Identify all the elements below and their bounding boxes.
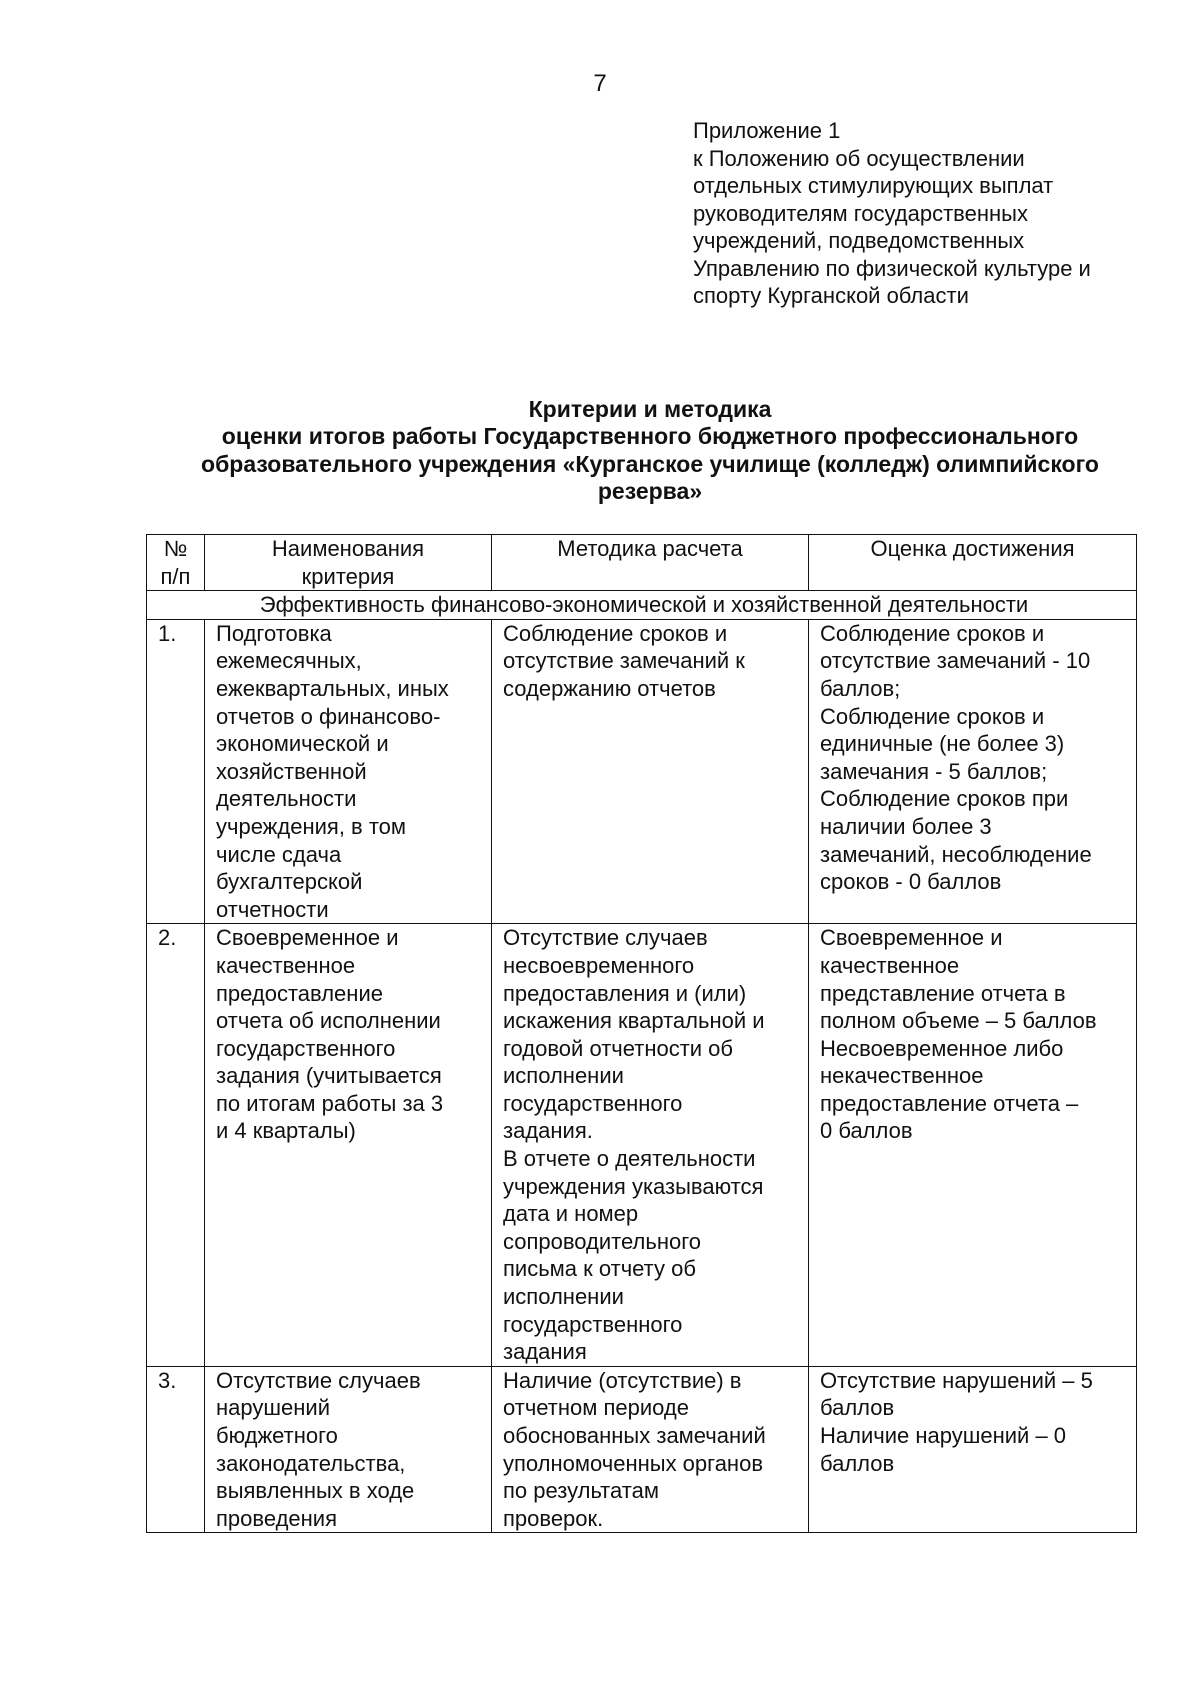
header-achievement-score [809,535,1137,591]
cell-text-line: Оценка достижения [870,536,1075,561]
cell-text-line: сопроводительного [503,1228,701,1254]
row-number: 2. [147,924,205,1367]
appendix-line: Приложение 1 [693,118,841,143]
cell-text-line: единичные (не более 3) [820,731,1065,757]
cell-text-line: нарушений [216,1395,330,1421]
cell-text-line: законодательства, [216,1450,406,1476]
cell-text-line: несвоевременного [503,952,695,978]
row-number: 1. [147,619,205,924]
cell-text-line: сроков - 0 баллов [820,869,1002,895]
appendix-reference [693,117,1173,310]
cell-text-line: ежемесячных, [216,648,362,674]
cell-text-line: Наличие (отсутствие) в [503,1367,742,1393]
cell-text-line: государственного [503,1311,683,1337]
cell-text-line: задания. [503,1118,593,1144]
appendix-line: спорту Курганской области [693,283,969,308]
cell-text-line: Наименования [271,536,425,561]
cell-text-line: бухгалтерской [216,869,363,895]
cell-text-line: Несвоевременное либо [820,1035,1064,1061]
cell-text-line: 0 баллов [820,1118,913,1144]
cell-text-line: Своевременное и [216,925,399,951]
cell-text-line: задания [503,1339,587,1365]
document-title [120,396,1180,505]
cell-text-line: деятельности [216,786,357,812]
cell-text-line: баллов; [820,675,901,701]
cell-text-line: наличии более 3 [820,813,992,839]
cell-text-line: Наличие нарушений – 0 [820,1423,1067,1448]
cell-text-line: Своевременное и [820,925,1003,951]
cell-text-line: качественное [216,952,356,978]
criterion-name [205,619,492,924]
cell-text-line: дата и номер [503,1201,639,1227]
cell-text-line: проверок. [503,1505,604,1531]
cell-text-line: выявленных в ходе [216,1478,415,1504]
cell-text-line: содержанию отчетов [503,675,716,701]
row-number: 3. [147,1366,205,1533]
cell-text-line: искажения квартальной и [503,1008,765,1034]
table-row [147,619,1137,924]
cell-text-line: Отсутствие случаев [216,1367,421,1393]
cell-text-line: экономической и [216,731,389,757]
cell-text-line: отсутствие замечаний - 10 [820,648,1091,674]
cell-text-line: обоснованных замечаний [503,1423,766,1448]
appendix-line: Управлению по физической культуре и [693,255,1091,281]
criterion-name [205,924,492,1367]
criterion-name [205,1366,492,1533]
cell-text-line: хозяйственной [216,758,367,784]
cell-text-line: исполнении [503,1063,624,1089]
cell-text-line: полном объеме – 5 баллов [820,1008,1097,1034]
cell-text-line: отсутствие замечаний к [503,648,745,674]
page-number: 7 [593,70,607,97]
cell-text-line: баллов [820,1395,895,1421]
appendix-line: отдельных стимулирующих выплат [693,173,1054,198]
cell-text-line: баллов [820,1450,895,1476]
cell-text-line: представление отчета в [820,980,1066,1006]
calculation-method [492,1366,809,1533]
cell-text-line: Методика расчета [557,536,743,561]
cell-text-line: п/п [160,563,191,589]
section-title: Эффективность финансово-экономической и хозяйственной деятельности [147,591,1137,620]
cell-text-line: Соблюдение сроков и [503,620,728,646]
cell-text-line: предоставления и (или) [503,980,747,1006]
achievement-score [809,924,1137,1367]
cell-text-line: по результатам [503,1478,659,1504]
cell-text-line: письма к отчету об [503,1256,696,1282]
cell-text-line: Отсутствие случаев [503,925,708,951]
cell-text-line: и 4 кварталы) [216,1118,356,1144]
achievement-score [809,1366,1137,1533]
cell-text-line: исполнении [503,1284,624,1310]
table-header-row [147,535,1137,591]
cell-text-line: отчетном периоде [503,1395,689,1421]
cell-text-line: числе сдача [216,841,342,867]
cell-text-line: качественное [820,952,960,978]
cell-text-line: некачественное [820,1063,984,1089]
title-line: резерва» [597,477,703,504]
cell-text-line: Отсутствие нарушений – 5 [820,1367,1093,1393]
cell-text-line: Соблюдение сроков и [820,703,1045,729]
cell-text-line: отчетов о финансово- [216,703,441,729]
cell-text-line: по итогам работы за 3 [216,1090,444,1116]
cell-text-line: годовой отчетности об [503,1035,734,1061]
appendix-line: руководителям государственных [693,200,1028,226]
cell-text-line: государственного [216,1035,396,1061]
cell-text-line: ежеквартальных, иных [216,675,449,701]
title-line: Критерии и методика [528,396,772,422]
cell-text-line: отчета об исполнении [216,1008,441,1034]
cell-text-line: задания (учитывается [216,1063,442,1089]
cell-text-line: уполномоченных органов [503,1450,764,1476]
table-row [147,1366,1137,1533]
cell-text-line: учреждения указываются [503,1173,764,1199]
calculation-method [492,924,809,1367]
achievement-score [809,619,1137,924]
criteria-table [146,534,1137,1533]
cell-text-line: № [163,536,188,561]
header-number [147,535,205,591]
cell-text-line: Подготовка [216,620,332,646]
appendix-line: учреждений, подведомственных [693,228,1025,253]
cell-text-line: Соблюдение сроков и [820,620,1045,646]
cell-text-line: отчетности [216,896,329,922]
cell-text-line: государственного [503,1090,683,1116]
cell-text-line: критерия [301,563,395,589]
cell-text-line: учреждения, в том [216,813,407,839]
section-row [147,591,1137,620]
cell-text-line: предоставление отчета – [820,1090,1079,1116]
title-line: образовательного учреждения «Курганское училище (колледж) олимпийского [201,450,1099,477]
header-criterion-name [205,535,492,591]
cell-text-line: Соблюдение сроков при [820,786,1069,812]
table-row [147,924,1137,1367]
cell-text-line: предоставление [216,980,383,1006]
title-line: оценки итогов работы Государственного бюджетного профессионального [221,423,1079,450]
header-calculation-method [492,535,809,591]
cell-text-line: В отчете о деятельности [503,1146,756,1172]
calculation-method [492,619,809,924]
appendix-line: к Положению об осуществлении [693,145,1025,171]
cell-text-line: бюджетного [216,1423,338,1448]
cell-text-line: проведения [216,1505,337,1531]
cell-text-line: замечаний, несоблюдение [820,841,1092,867]
cell-text-line: замечания - 5 баллов; [820,758,1048,784]
